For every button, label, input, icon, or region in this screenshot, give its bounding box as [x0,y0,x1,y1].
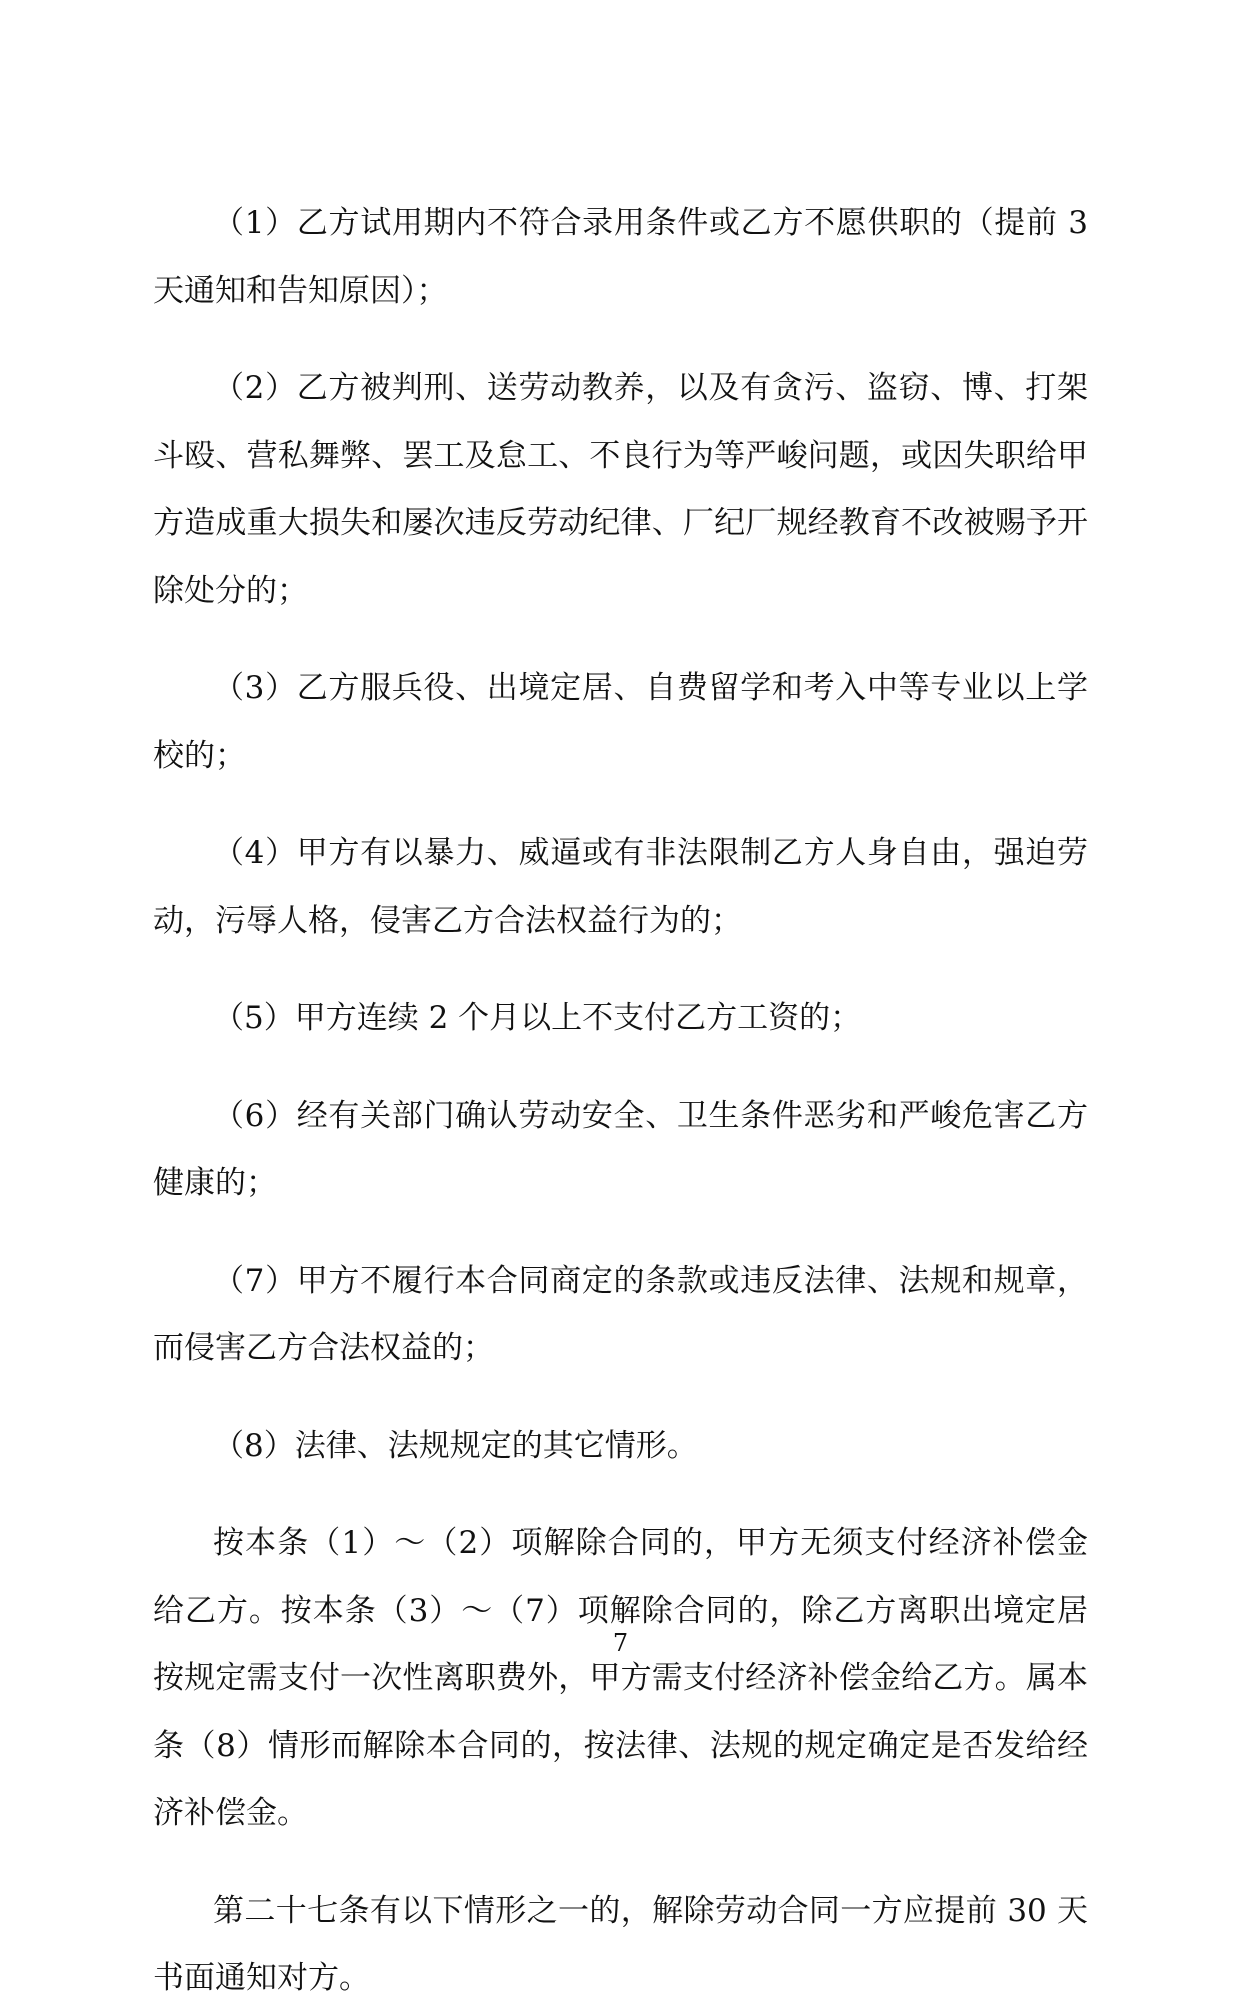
page-number: 7 [612,1629,629,1657]
article-27-paragraph: 第二十七条有以下情形之一的，解除劳动合同一方应提前 30 天书面通知对方。 [153,1892,1088,1996]
paragraph-item-8: （8）法律、法规规定的其它情形。 [213,1427,698,1464]
paragraph-item-5: （5）甲方连续 2 个月以上不支付乙方工资的； [213,1000,862,1036]
compensation-paragraph: 按本条（1）～（2）项解除合同的，甲方无须支付经济补偿金给乙方。按本条（3）～（7）项解除合同的，除乙方离职出境定居按规定需支付一次性离职费外，甲方需支付经济补偿金给乙方。属本条（8）情形而解除本合同的，按法律、法规的规定确定是否发给经济补偿金。 [153,1525,1088,1831]
paragraph-item-1: （1）乙方试用期内不符合录用条件或乙方不愿供职的（提前 3 天通知和告知原因）； [153,205,1088,309]
document-body [153,190,1088,2013]
paragraph-item-4: （4）甲方有以暴力、威逼或有非法限制乙方人身自由，强迫劳动，污辱人格，侵害乙方合法权益行为的； [153,835,1088,939]
paragraph-item-2: （2）乙方被判刑、送劳动教养，以及有贪污、盗窃、博、打架斗殴、营私舞弊、罢工及怠工、不良行为等严峻问题，或因失职给甲方造成重大损失和屡次违反劳动纪律、厂纪厂规经教育不改被赐予开除处分的； [153,370,1088,609]
paragraph-item-3: （3）乙方服兵役、出境定居、自费留学和考入中等专业以上学校的； [153,670,1088,774]
paragraph-item-6: （6）经有关部门确认劳动安全、卫生条件恶劣和严峻危害乙方健康的； [153,1097,1088,1201]
paragraph-item-7: （7）甲方不履行本合同商定的条款或违反法律、法规和规章，而侵害乙方合法权益的； [153,1262,1088,1366]
